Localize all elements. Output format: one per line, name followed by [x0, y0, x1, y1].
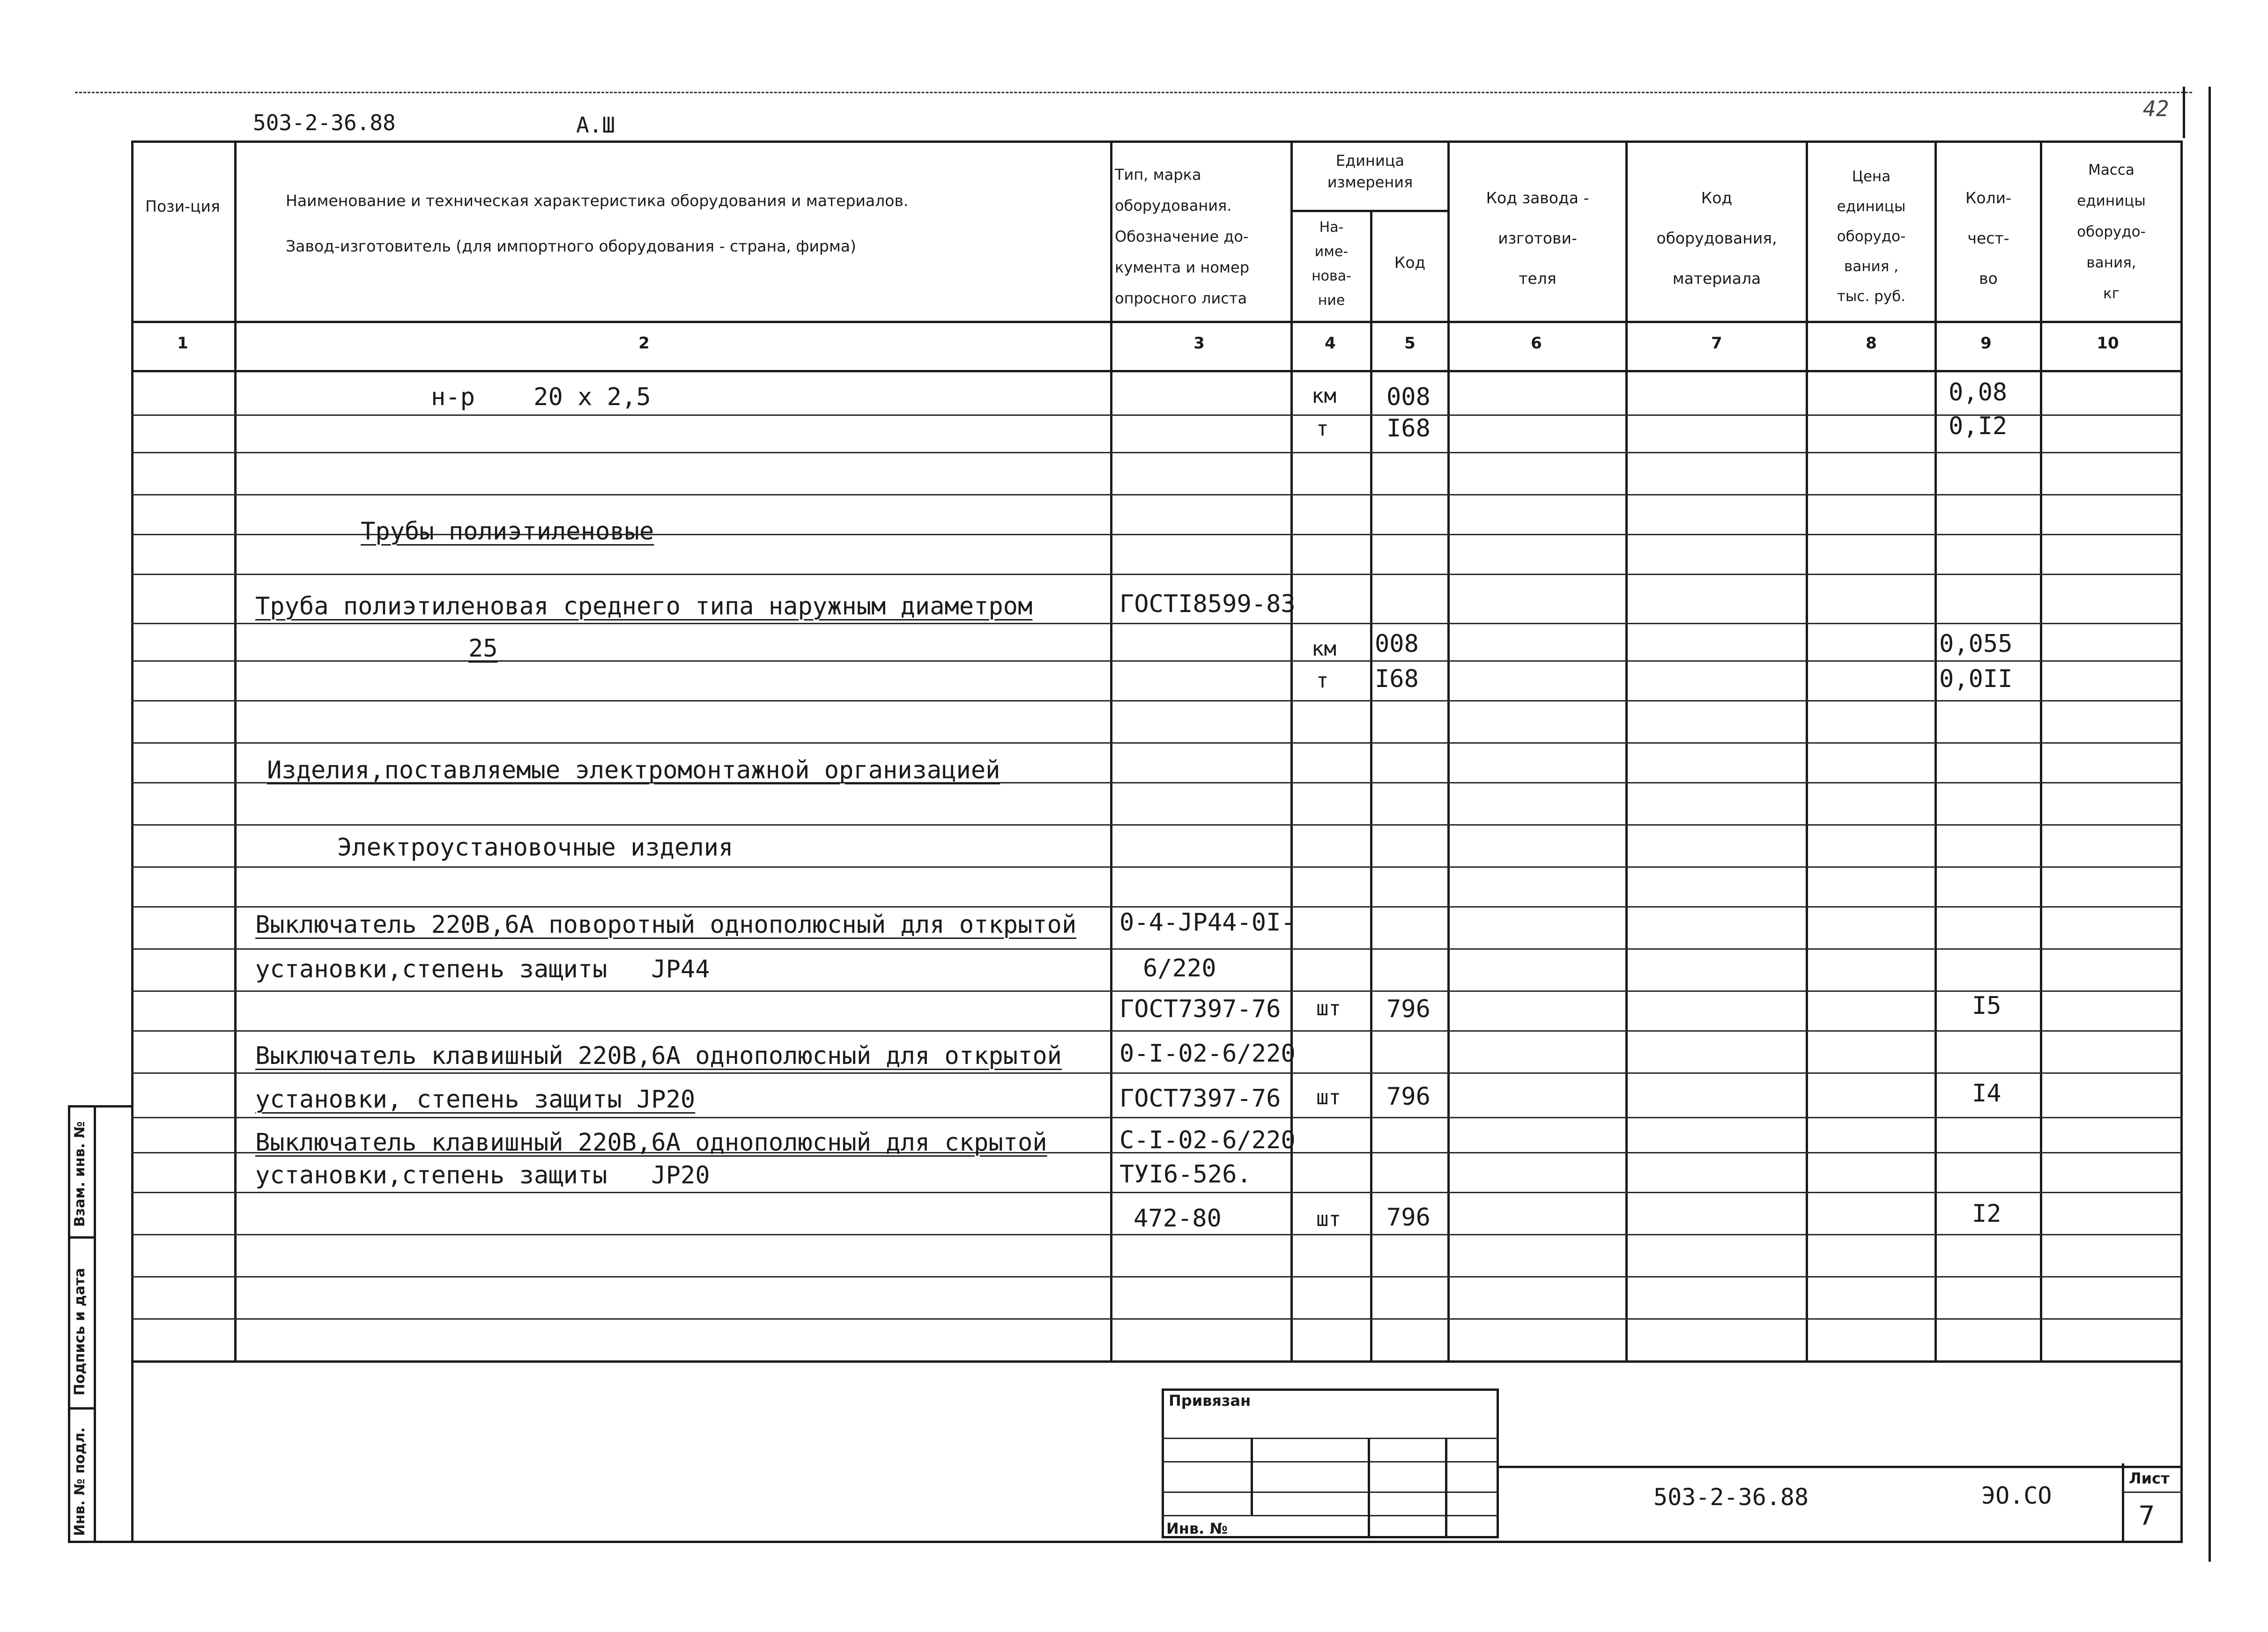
- stamp-main-top: [1499, 1466, 2183, 1468]
- item-unit: т: [1316, 669, 1329, 693]
- colnum-2: 2: [638, 334, 650, 353]
- top-album-code: А.Ш: [576, 112, 615, 138]
- item-qty: 0,I2: [1949, 412, 2008, 440]
- item-type: С-I-02-6/220: [1119, 1126, 1296, 1154]
- stamp-vline: [1368, 1438, 1370, 1538]
- colnum-1: 1: [177, 334, 188, 353]
- row-line: [131, 948, 2183, 950]
- colnum-10: 10: [2097, 334, 2119, 353]
- colnum-7: 7: [1711, 334, 1722, 353]
- side-strip-sep2: [68, 1407, 96, 1410]
- stamp-vline: [1445, 1438, 1447, 1538]
- colnum-bottom-border: [131, 370, 2183, 372]
- item-code: I68: [1386, 414, 1430, 443]
- item-qty: 0,055: [1939, 630, 2013, 658]
- header-quantity: [1937, 178, 2040, 299]
- row-line: [131, 906, 2183, 908]
- row-line: [131, 700, 2183, 702]
- row-line: [131, 1192, 2183, 1193]
- stamp-line: [1162, 1438, 1499, 1439]
- stamp-line: [1162, 1461, 1499, 1462]
- row-line: [131, 1276, 2183, 1278]
- item-type: 0-4-JP44-0I-: [1119, 908, 1296, 937]
- unit-group-divider: [1290, 210, 1450, 212]
- header-type-block: [1115, 159, 1288, 314]
- header-price: [1808, 162, 1934, 311]
- header-price-line: вания ,: [1844, 258, 1899, 275]
- right-frame-line: [2183, 87, 2185, 138]
- header-type-line: оборудования.: [1115, 197, 1232, 214]
- colnum-6: 6: [1531, 334, 1542, 353]
- header-equipment-line: материала: [1672, 269, 1761, 288]
- col-line-4: [1370, 211, 1372, 1363]
- item-type: ГОСТ7397-76: [1119, 995, 1281, 1023]
- header-name-line1: Наименование и техническая характеристика оборудования и материалов.: [286, 192, 909, 210]
- item-type: ГОСТ7397-76: [1119, 1085, 1281, 1113]
- item-qty: I2: [1972, 1200, 2001, 1228]
- item-unit: т: [1316, 417, 1329, 441]
- row-line: [131, 742, 2183, 744]
- item-name: Труба полиэтиленовая среднего типа наружным диаметром: [255, 592, 1033, 620]
- header-price-line: оборудо-: [1837, 228, 1906, 245]
- stamp-privyazan: Привязан: [1169, 1392, 1251, 1410]
- stamp-section: ЭО.СО: [1981, 1482, 2052, 1509]
- item-name: Выключатель клавишный 220В,6А однополюсный для скрытой: [255, 1129, 1047, 1157]
- item-name: Выключатель клавишный 220В,6А однополюсный для открытой: [255, 1042, 1062, 1070]
- header-factory-line: Код завода -: [1486, 189, 1589, 207]
- row-line: [131, 414, 2183, 416]
- side-label-podpis: Подпись и дата: [72, 1268, 88, 1396]
- col-line-3: [1290, 140, 1293, 1363]
- col-line-right: [2180, 140, 2183, 1543]
- side-strip-sep1: [68, 1236, 96, 1239]
- header-mass-line: кг: [2103, 285, 2120, 302]
- stamp-line: [1162, 1492, 1499, 1493]
- item-type: ТУI6-526.: [1119, 1160, 1252, 1189]
- header-mass-line: единицы: [2077, 192, 2146, 209]
- row-line: [131, 494, 2183, 495]
- item-name: н-р 20 х 2,5: [431, 383, 651, 411]
- item-qty: 0,08: [1949, 378, 2008, 406]
- stamp-sheet-label: Лист: [2129, 1470, 2170, 1487]
- row-line: [131, 452, 2183, 453]
- header-unit-group: Единица измерения: [1327, 152, 1413, 191]
- header-mass-line: оборудо-: [2077, 223, 2146, 240]
- stamp-line: [1162, 1515, 1499, 1516]
- header-name-line2: Завод-изготовитель (для импортного оборудования - страна, фирма): [286, 237, 856, 255]
- col-line-8: [1934, 140, 1937, 1363]
- stamp-sheet-divider: [2122, 1492, 2183, 1493]
- item-type: ГОСТI8599-83: [1119, 590, 1296, 618]
- side-strip-left: [68, 1105, 70, 1543]
- header-unit-name-line: ние: [1318, 292, 1345, 309]
- col-line-9: [2040, 140, 2042, 1363]
- section-heading: Изделия,поставляемые электромонтажной организацией: [267, 756, 1001, 784]
- header-price-line: тыс. руб.: [1837, 288, 1906, 305]
- row-line: [131, 866, 2183, 868]
- header-factory-line: теля: [1519, 269, 1556, 288]
- row-line: [131, 990, 2183, 992]
- side-label-vzam: Взам. инв. №: [72, 1121, 88, 1227]
- header-price-line: Цена: [1852, 168, 1891, 185]
- stamp-sheet-no: 7: [2138, 1501, 2155, 1531]
- row-line: [131, 1234, 2183, 1235]
- header-unit-name-line: име-: [1314, 244, 1349, 260]
- header-unit-name: [1293, 215, 1370, 313]
- table-bottom-border: [131, 1360, 2183, 1363]
- header-type-line: Тип, марка: [1115, 166, 1201, 184]
- item-name: установки,степень защиты JP44: [255, 955, 710, 983]
- header-bottom-border: [131, 321, 2183, 323]
- item-code: 796: [1386, 1083, 1430, 1111]
- top-cut-line: [75, 92, 2192, 93]
- top-doc-code: 503-2-36.88: [253, 110, 396, 135]
- header-equipment-code: [1628, 178, 1806, 299]
- side-strip-mid: [94, 1105, 96, 1543]
- section-heading: Трубы полиэтиленовые: [361, 517, 654, 546]
- item-name: Выключатель 220В,6А поворотный однополюсный для открытой: [255, 911, 1077, 939]
- header-mass-line: Масса: [2088, 162, 2135, 178]
- side-strip-top: [68, 1105, 133, 1108]
- row-line: [131, 1318, 2183, 1320]
- colnum-3: 3: [1193, 334, 1205, 353]
- item-unit: км: [1312, 637, 1336, 661]
- table-top-border: [131, 140, 2183, 143]
- col-line-7: [1806, 140, 1808, 1363]
- header-mass: [2042, 155, 2180, 309]
- colnum-9: 9: [1980, 334, 1992, 353]
- col-line-2: [1110, 140, 1112, 1363]
- item-name: установки,степень защиты JP20: [255, 1161, 710, 1189]
- row-line: [131, 623, 2183, 624]
- subsection-heading: Электроустановочные изделия: [337, 834, 734, 862]
- stamp-vline: [1251, 1438, 1253, 1515]
- col-line-left: [131, 140, 133, 1541]
- item-qty: 0,0II: [1939, 665, 2013, 693]
- col-line-6: [1625, 140, 1628, 1363]
- item-unit: шт: [1316, 1207, 1341, 1231]
- item-type: 6/220: [1143, 954, 1216, 982]
- colnum-4: 4: [1325, 334, 1336, 353]
- header-position: Пози-ция: [145, 197, 220, 215]
- header-quantity-line: во: [1979, 269, 1998, 288]
- frame-bottom-border: [70, 1541, 2183, 1543]
- item-code: 796: [1386, 1204, 1430, 1232]
- item-type: 472-80: [1134, 1204, 1222, 1233]
- header-unit-name-line: На-: [1319, 219, 1344, 236]
- item-name: 25: [468, 635, 498, 663]
- item-code: 008: [1386, 383, 1430, 411]
- row-line: [131, 660, 2183, 662]
- item-unit: шт: [1316, 997, 1341, 1020]
- colnum-8: 8: [1866, 334, 1877, 353]
- item-code: I68: [1375, 665, 1419, 693]
- header-unit-code: Код: [1394, 253, 1426, 272]
- header-factory-code: [1450, 178, 1625, 299]
- stamp-inv-no: Инв. №: [1166, 1520, 1228, 1537]
- item-qty: I5: [1972, 992, 2001, 1020]
- right-frame-line-outer: [2209, 87, 2211, 1562]
- header-type-line: Обозначение до-: [1115, 228, 1249, 245]
- header-equipment-line: оборудования,: [1656, 229, 1777, 247]
- item-unit: км: [1312, 384, 1336, 408]
- item-unit: шт: [1316, 1086, 1341, 1109]
- item-qty: I4: [1972, 1079, 2001, 1108]
- side-label-inv-podl: Инв. № подл.: [72, 1427, 88, 1536]
- corner-page-mark: 42: [2143, 96, 2169, 121]
- header-type-line: опросного листа: [1115, 289, 1247, 307]
- header-mass-line: вания,: [2086, 254, 2136, 271]
- colnum-5: 5: [1404, 334, 1416, 353]
- item-code: 008: [1375, 630, 1419, 658]
- row-line: [131, 1117, 2183, 1118]
- header-price-line: единицы: [1837, 198, 1906, 215]
- item-code: 796: [1386, 995, 1430, 1023]
- row-line: [131, 824, 2183, 826]
- stamp-doc-code: 503-2-36.88: [1653, 1484, 1809, 1511]
- header-quantity-line: чест-: [1967, 229, 2009, 247]
- header-unit-name-line: нова-: [1312, 268, 1351, 284]
- row-line: [131, 574, 2183, 575]
- item-type: 0-I-02-6/220: [1119, 1040, 1296, 1068]
- header-factory-line: изготови-: [1498, 229, 1577, 247]
- header-type-line: кумента и номер: [1115, 258, 1250, 276]
- row-line: [131, 1030, 2183, 1032]
- col-line-1: [234, 140, 237, 1363]
- row-line: [131, 1072, 2183, 1074]
- header-equipment-line: Код: [1701, 189, 1733, 207]
- col-line-5: [1447, 140, 1450, 1363]
- header-quantity-line: Коли-: [1965, 189, 2012, 207]
- item-name: установки, степень защиты JP20: [255, 1086, 696, 1114]
